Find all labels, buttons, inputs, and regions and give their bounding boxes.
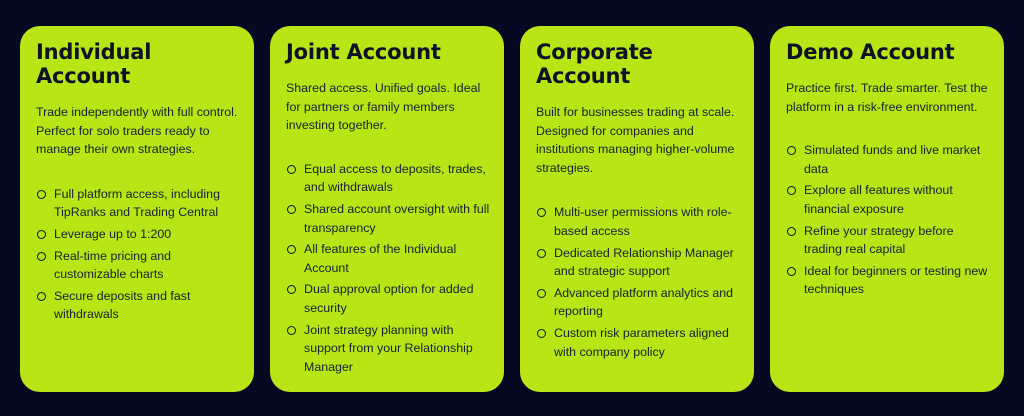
card-description: Trade independently with full control. Perfect for solo traders ready to manage their own strategies. bbox=[36, 105, 238, 157]
feature-text: Refine your strategy before trading real capital bbox=[804, 223, 954, 257]
card-corporate-account bbox=[520, 26, 754, 392]
feature-text: Secure deposits and fast withdrawals bbox=[54, 288, 191, 322]
circle-bullet-icon bbox=[287, 326, 296, 335]
card-title: Corporate Account bbox=[536, 40, 653, 88]
feature-list bbox=[786, 141, 990, 299]
feature-text: Simulated funds and live market data bbox=[804, 143, 981, 176]
feature-text: Custom risk parameters aligned with company policy bbox=[554, 325, 729, 359]
feature-text: Dedicated Relationship Manager and strategic support bbox=[554, 245, 734, 279]
feature-item bbox=[286, 321, 490, 377]
feature-text: Real-time pricing and customizable charts bbox=[54, 248, 172, 282]
circle-bullet-icon bbox=[537, 289, 546, 298]
feature-item bbox=[786, 222, 990, 259]
feature-item bbox=[36, 225, 240, 244]
circle-bullet-icon bbox=[287, 205, 296, 214]
feature-item bbox=[786, 262, 990, 299]
card-joint-account bbox=[270, 26, 504, 392]
card-title: Joint Account bbox=[286, 40, 441, 64]
feature-item bbox=[536, 203, 740, 240]
circle-bullet-icon bbox=[787, 146, 796, 155]
feature-item bbox=[536, 244, 740, 281]
card-demo-account bbox=[770, 26, 1004, 392]
circle-bullet-icon bbox=[537, 329, 546, 338]
feature-list bbox=[36, 185, 240, 324]
feature-item bbox=[36, 247, 240, 284]
feature-text: Explore all features without financial exposure bbox=[804, 183, 953, 216]
circle-bullet-icon bbox=[37, 190, 46, 199]
feature-text: Dual approval option for added security bbox=[304, 282, 474, 315]
feature-item bbox=[286, 160, 490, 197]
feature-text: Equal access to deposits, trades, and withdrawals bbox=[304, 161, 486, 195]
feature-text: Full platform access, including TipRanks and Trading Central bbox=[54, 186, 220, 220]
card-description: Built for businesses trading at scale. Designed for companies and institutions managing higher-volume strategies. bbox=[536, 105, 735, 175]
card-title: Individual Account bbox=[36, 40, 152, 88]
feature-text: Joint strategy planning with support from your Relationship Manager bbox=[304, 322, 473, 374]
card-description: Shared access. Unified goals. Ideal for partners or family members investing together. bbox=[286, 81, 481, 133]
feature-item bbox=[286, 200, 490, 237]
feature-list bbox=[286, 160, 490, 377]
feature-item bbox=[786, 141, 990, 178]
feature-item bbox=[786, 181, 990, 218]
circle-bullet-icon bbox=[37, 252, 46, 261]
circle-bullet-icon bbox=[287, 245, 296, 254]
circle-bullet-icon bbox=[537, 249, 546, 258]
feature-text: Multi-user permissions with role-based access bbox=[554, 205, 732, 238]
feature-item bbox=[36, 287, 240, 324]
feature-item bbox=[536, 284, 740, 321]
card-description: Practice first. Trade smarter. Test the platform in a risk-free environment. bbox=[786, 81, 988, 114]
feature-item bbox=[286, 280, 490, 317]
feature-text: Ideal for beginners or testing new techniques bbox=[804, 263, 988, 297]
circle-bullet-icon bbox=[37, 292, 46, 301]
circle-bullet-icon bbox=[287, 285, 296, 294]
feature-item bbox=[36, 185, 240, 222]
feature-text: Advanced platform analytics and reporting bbox=[554, 285, 734, 319]
feature-text: Leverage up to 1:200 bbox=[54, 226, 172, 241]
feature-list bbox=[536, 203, 740, 361]
feature-text: Shared account oversight with full transparency bbox=[304, 201, 490, 235]
card-title: Demo Account bbox=[786, 40, 955, 64]
feature-item bbox=[286, 240, 490, 277]
circle-bullet-icon bbox=[787, 186, 796, 195]
circle-bullet-icon bbox=[37, 230, 46, 239]
card-individual-account bbox=[20, 26, 254, 392]
feature-item bbox=[536, 324, 740, 361]
circle-bullet-icon bbox=[537, 208, 546, 217]
circle-bullet-icon bbox=[787, 267, 796, 276]
feature-text: All features of the Individual Account bbox=[304, 242, 457, 275]
circle-bullet-icon bbox=[787, 227, 796, 236]
circle-bullet-icon bbox=[287, 165, 296, 174]
